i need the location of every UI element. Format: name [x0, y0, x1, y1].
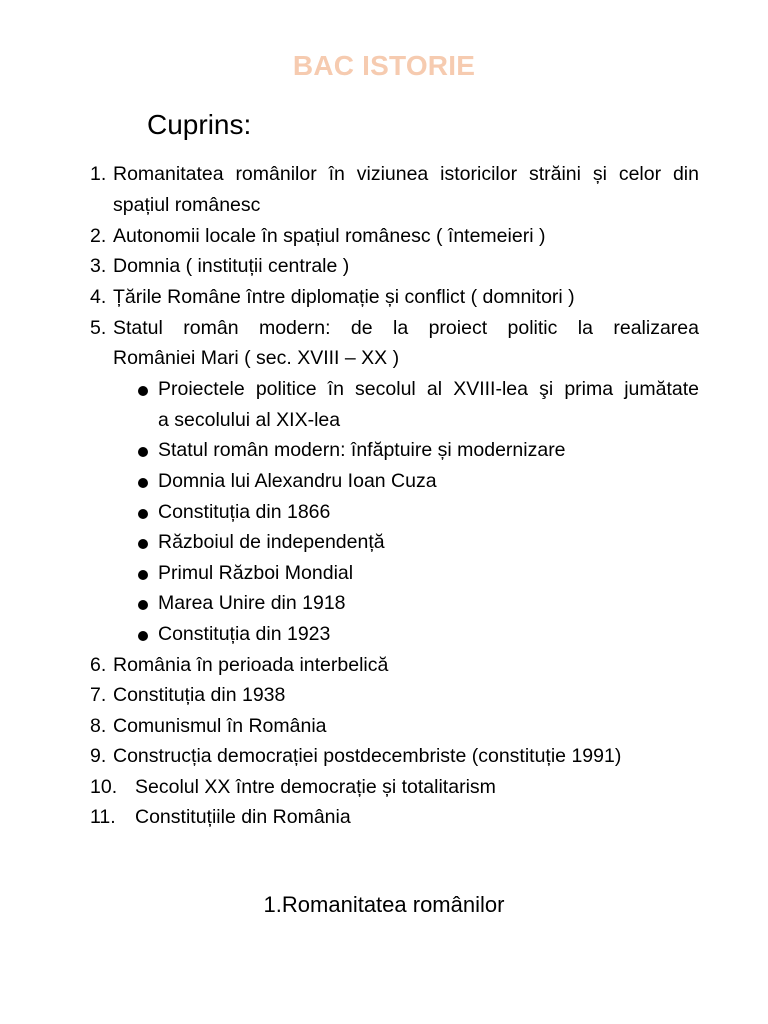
bullet-icon — [138, 509, 148, 519]
bullet-icon — [138, 386, 148, 396]
toc-item-line: Autonomii locale în spațiul românesc ( întemeieri ) — [113, 225, 546, 247]
toc-item-line: spațiul românesc — [113, 194, 261, 216]
toc-item-line: Statul român modern: de la proiect politic la realizarea — [113, 317, 699, 339]
toc-item-line: România în perioada interbelică — [113, 654, 389, 676]
toc-item-line: Țările Române între diplomație și conflict ( domnitori ) — [113, 286, 575, 308]
toc-heading: Cuprins: — [147, 109, 252, 140]
toc-item-number: 10. — [90, 776, 118, 798]
toc-subitem-line: Statul român modern: înfăptuire și modernizare — [158, 439, 566, 461]
toc-item-number: 8. — [90, 715, 107, 737]
toc-item-line: Domnia ( instituții centrale ) — [113, 255, 350, 277]
toc-subitem-line: Constituția din 1866 — [158, 501, 331, 523]
toc-item-line: Construcția democrației postdecembriste (constituție 1991) — [113, 745, 622, 767]
toc-item-number: 1. — [90, 163, 107, 185]
toc-item-number: 9. — [90, 745, 107, 767]
toc-item-number: 3. — [90, 255, 107, 277]
bullet-icon — [138, 570, 148, 580]
toc-subitem-line: Marea Unire din 1918 — [158, 592, 346, 614]
bullet-icon — [138, 478, 148, 488]
toc-subitem-line: Primul Război Mondial — [158, 562, 354, 584]
toc-item-line: Comunismul în România — [113, 715, 327, 737]
toc-subitem-line: Proiectele politice în secolul al XVIII-lea şi prima jumătate — [158, 378, 699, 400]
section-heading: 1.Romanitatea românilor — [263, 892, 505, 917]
toc-item-line: României Mari ( sec. XVIII – XX ) — [113, 347, 400, 369]
toc-item-line: Secolul XX între democrație și totalitarism — [135, 776, 496, 798]
toc-subitem-line: Războiul de independență — [158, 531, 385, 553]
toc-item-line: Constituția din 1938 — [113, 684, 286, 706]
toc-subitem-line: a secolului al XIX-lea — [158, 409, 341, 431]
toc-item-number: 7. — [90, 684, 107, 706]
toc-item-number: 5. — [90, 317, 107, 339]
toc-subitem-line: Domnia lui Alexandru Ioan Cuza — [158, 470, 437, 492]
bullet-icon — [138, 631, 148, 641]
toc-item-number: 6. — [90, 654, 107, 676]
toc-item-number: 11. — [90, 806, 116, 828]
toc-item-number: 2. — [90, 225, 107, 247]
bullet-icon — [138, 539, 148, 549]
toc-item-line: Romanitatea românilor în viziunea istoricilor străini și celor din — [113, 163, 699, 185]
toc-item-number: 4. — [90, 286, 107, 308]
bullet-icon — [138, 600, 148, 610]
toc-subitem-line: Constituția din 1923 — [158, 623, 331, 645]
document-title: BAC ISTORIE — [292, 50, 476, 81]
toc-item-line: Constituțiile din România — [135, 806, 351, 828]
bullet-icon — [138, 447, 148, 457]
